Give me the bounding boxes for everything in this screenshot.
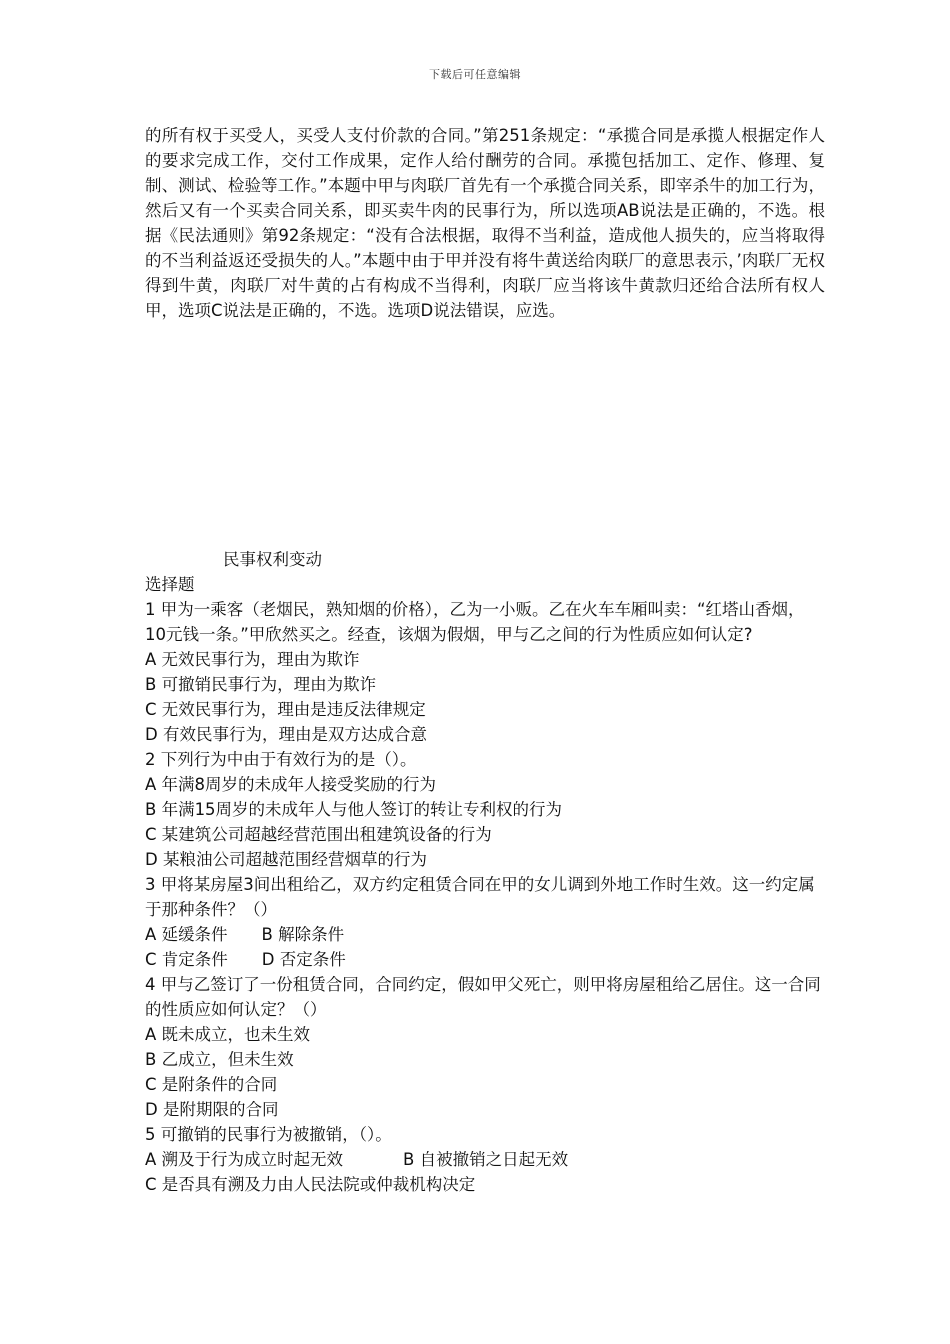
question-2-option-d: D 某粮油公司超越范围经营烟草的行为 [145, 850, 427, 869]
question-section [145, 547, 825, 1197]
question-3-option-c: C 肯定条件 [145, 950, 228, 969]
answer-explanation [145, 123, 825, 323]
question-4-text: 4 甲与乙签订了一份租赁合同，合同约定，假如甲父死亡，则甲将房屋租给乙居住。这一合同的性质应如何认定？（） [145, 975, 821, 1019]
question-3-option-d: D 否定条件 [261, 950, 346, 969]
question-4-option-c: C 是附条件的合同 [145, 1075, 278, 1094]
question-5-option-a: A 溯及于行为成立时起无效 [145, 1150, 344, 1169]
question-4-option-d: D 是附期限的合同 [145, 1100, 279, 1119]
section-title: 民事权利变动 [223, 550, 322, 569]
question-4-option-a: A 既未成立，也未生效 [145, 1025, 311, 1044]
answer-paragraph: 的所有权于买受人，买受人支付价款的合同。”第251条规定：“承揽合同是承揽人根据定作人的要求完成工作，交付工作成果，定作人给付酬劳的合同。承揽包括加工、定作、修理、复制、测试、检验等工作。”本题中甲与肉联厂首先有一个承揽合同关系，即宰杀牛的加工行为，然后又有一个买卖合同关系，即买卖牛肉的民事行为，所以选项AB说法是正确的，不选。根据《民法通则》第92条规定：“没有合法根据，取得不当利益，造成他人损失的，应当将取得的不当利益返还受损失的人。”本题中由于甲并没有将牛黄送给肉联厂的意思表示，’肉联厂无权得到牛黄，肉联厂对牛黄的占有构成不当得利，肉联厂应当将该牛黄款归还给合法所有权人甲，选项C说法是正确的，不选。选项D说法错误，应选。 [145, 126, 825, 320]
question-5-option-c: C 是否具有溯及力由人民法院或仲裁机构决定 [145, 1175, 476, 1194]
question-3-options-row-2 [145, 947, 825, 972]
question-3-option-a: A 延缓条件 [145, 925, 228, 944]
question-2-option-c: C 某建筑公司超越经营范围出租建筑设备的行为 [145, 825, 492, 844]
section-subtitle: 选择题 [145, 575, 195, 594]
question-5-option-b: B 自被撤销之日起无效 [403, 1150, 569, 1169]
question-1-option-a: A 无效民事行为，理由为欺诈 [145, 650, 360, 669]
question-2-option-b: B 年满15周岁的未成年人与他人签订的转让专利权的行为 [145, 800, 563, 819]
question-3-options-row-1 [145, 922, 825, 947]
question-5-options-row-1 [145, 1147, 825, 1172]
question-5-text: 5 可撤销的民事行为被撤销，（）。 [145, 1125, 392, 1144]
question-4-option-b: B 乙成立，但未生效 [145, 1050, 294, 1069]
question-3-option-b: B 解除条件 [261, 925, 345, 944]
question-2-text: 2 下列行为中由于有效行为的是（）。 [145, 750, 417, 769]
page-header: 下载后可任意编辑 [429, 68, 521, 81]
question-1-option-d: D 有效民事行为，理由是双方达成合意 [145, 725, 427, 744]
question-2-option-a: A 年满8周岁的未成年人接受奖励的行为 [145, 775, 437, 794]
question-3-text: 3 甲将某房屋3间出租给乙，双方约定租赁合同在甲的女儿调到外地工作时生效。这一约定属于那种条件？（） [145, 875, 815, 919]
question-1-option-c: C 无效民事行为，理由是违反法律规定 [145, 700, 426, 719]
question-1-text: 1 甲为一乘客（老烟民，熟知烟的价格），乙为一小贩。乙在火车车厢叫卖：“红塔山香烟，10元钱一条。”甲欣然买之。经查，该烟为假烟，甲与乙之间的行为性质应如何认定? [145, 600, 805, 644]
question-1-option-b: B 可撤销民事行为，理由为欺诈 [145, 675, 377, 694]
